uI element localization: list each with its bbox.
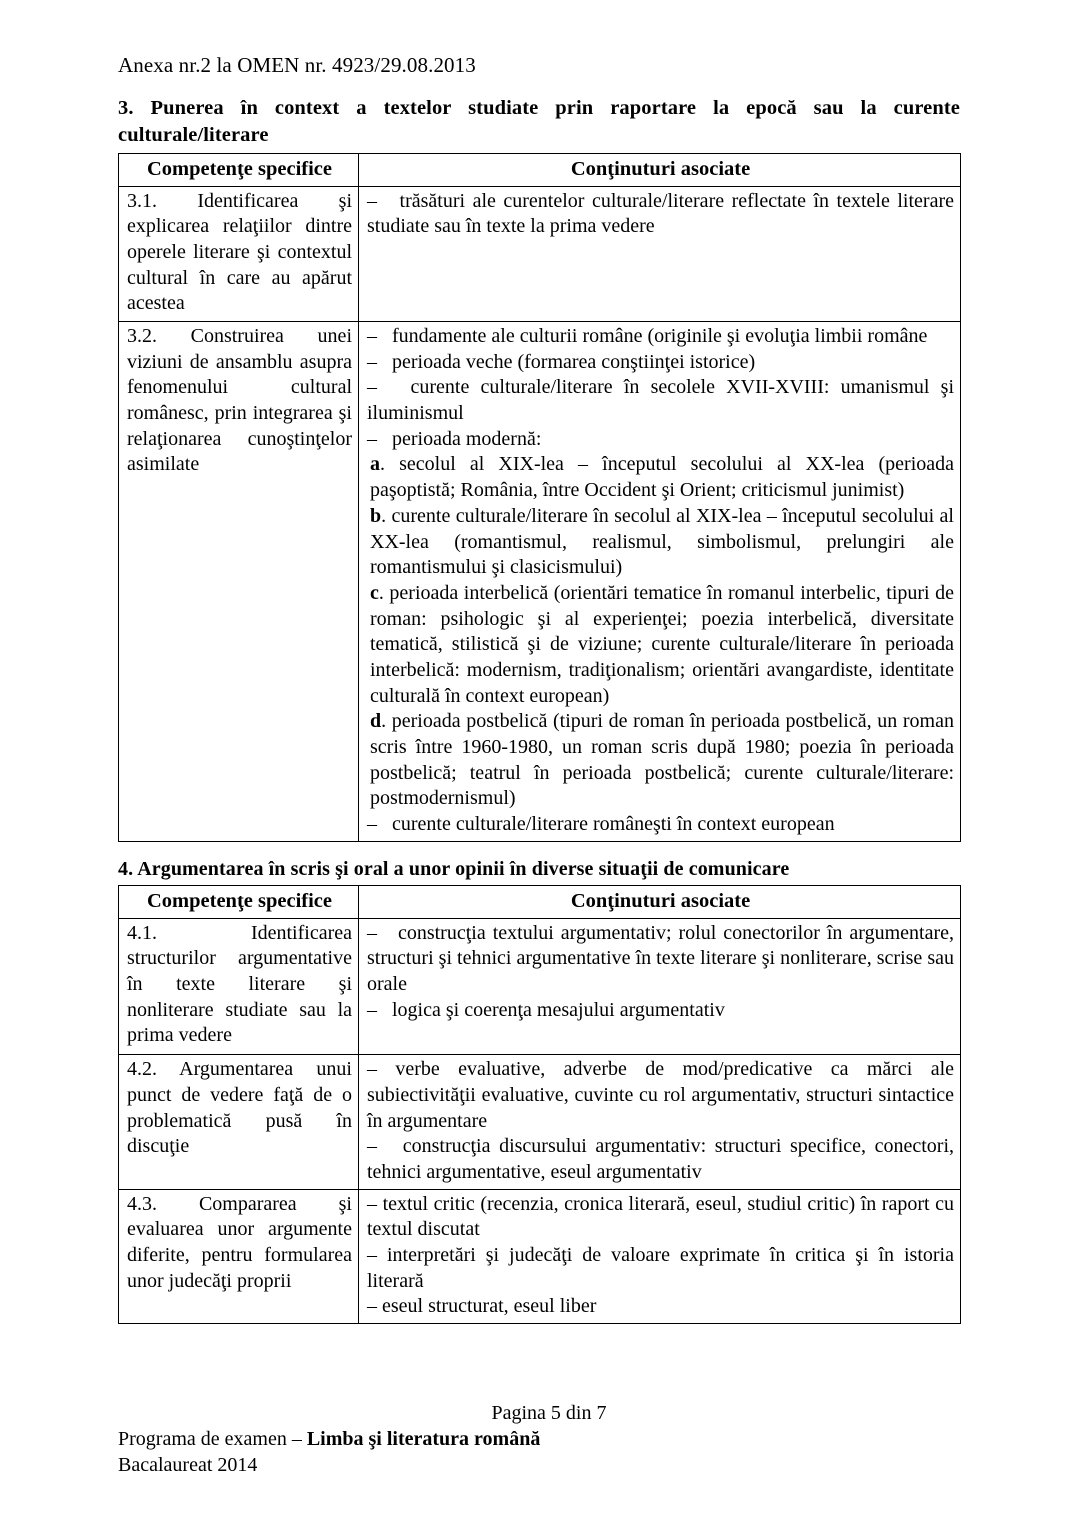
content-item [367, 324, 954, 350]
competence-cell: 3.1. Identificarea şi explicarea relaţiilor dintre operele literare şi contextul cultural în care au apărut acestea [119, 186, 359, 321]
dash-bullet-icon: – [367, 921, 377, 944]
content-item [367, 427, 954, 453]
subitem-text: . secolul al XIX-lea – începutul secolului al XX-lea (perioada paşoptistă; România, între Occident şi Orient; criticismul junimist) [370, 453, 954, 502]
page-footer [118, 1400, 960, 1479]
subitem-marker: a [370, 453, 380, 476]
dash-bullet-icon: – [367, 1058, 377, 1081]
table-row [119, 918, 961, 1055]
content-text: verbe evaluative, adverbe de mod/predicative ca mărci ale subiectivităţii evaluative, cuvinte cu rol argumentativ, structuri sintactice în argumentare [367, 1058, 954, 1132]
subitem-text: . curente culturale/literare în secolul al XIX-lea – începutul secolului al XX-lea (romantismul, realismul, simbolismul, prelungiri ale romantismului şi clasicismului) [370, 504, 954, 579]
dash-bullet-icon: – [367, 350, 377, 373]
dash-bullet-icon: – [367, 189, 377, 212]
column-header-contents: Conţinuturi asociate [359, 154, 961, 186]
table-header-row [119, 886, 961, 918]
section-3-table [118, 153, 961, 841]
content-subitem [367, 452, 954, 503]
content-item [367, 812, 954, 838]
annex-reference: Anexa nr.2 la OMEN nr. 4923/29.08.2013 [118, 53, 476, 77]
content-text: interpretări şi judecăţi de valoare exprimate în critica şi în istoria literară [367, 1244, 954, 1292]
content-subitem [367, 504, 954, 581]
cell-spacer [367, 240, 954, 318]
content-text: construcţia discursului argumentativ: structuri specifice, conectori, tehnici argumentative, eseul argumentativ [367, 1135, 954, 1184]
content-text: perioada modernă: [392, 427, 542, 450]
dash-bullet-icon: – [367, 325, 377, 348]
content-text: trăsături ale curentelor culturale/literare reflectate în textele literare studiate sau în texte la prima vedere [367, 189, 954, 238]
table-row [119, 1055, 961, 1189]
cell-spacer [367, 1023, 954, 1051]
content-text: fundamente ale culturii române (originile şi evoluţia limbii române [392, 325, 928, 348]
dash-bullet-icon: – [367, 1295, 377, 1318]
exam-line: Bacalaureat 2014 [118, 1454, 258, 1477]
content-item [367, 1134, 954, 1185]
table-row [119, 1189, 961, 1323]
column-header-competences: Competenţe specifice [119, 154, 359, 186]
contents-cell [359, 918, 961, 1055]
competence-cell: 4.3. Compararea şi evaluarea unor argumente diferite, pentru formularea unor judecăţi proprii [119, 1189, 359, 1323]
program-line [118, 1426, 960, 1452]
content-subitem [367, 709, 954, 812]
document-page [118, 0, 960, 1527]
dash-bullet-icon: – [367, 1135, 377, 1158]
content-item [367, 921, 954, 998]
table-row [119, 186, 961, 321]
competence-cell: 4.2. Argumentarea unui punct de vedere faţă de o problematică pusă în discuţie [119, 1055, 359, 1189]
dash-bullet-icon: – [367, 813, 377, 836]
content-text: curente culturale/literare în secolele XVII-XVIII: umanismul şi iluminismul [367, 376, 955, 425]
page-number: Pagina 5 din 7 [491, 1402, 607, 1424]
contents-cell [359, 186, 961, 321]
dash-bullet-icon: – [367, 427, 377, 450]
content-item [367, 1192, 954, 1243]
content-item [367, 189, 954, 240]
table-header-row [119, 154, 961, 186]
content-subitem [367, 581, 954, 709]
content-item [367, 1057, 954, 1134]
section-4-heading: 4. Argumentarea în scris şi oral a unor opinii în diverse situaţii de comunicare [118, 857, 790, 880]
dash-bullet-icon: – [367, 998, 377, 1021]
content-item [367, 998, 954, 1024]
competence-cell: 4.1. Identificarea structurilor argumentative în texte literare şi nonliterare studiate sau la prima vedere [119, 918, 359, 1055]
section-3-heading: 3. Punerea în context a textelor studiate prin raportare la epocă sau la curente culturale/literare [118, 97, 960, 147]
contents-cell [359, 322, 961, 842]
content-text: perioada veche (formarea conştiinţei istorice) [392, 350, 756, 373]
section-4-table [118, 885, 961, 1324]
subitem-marker: d [370, 710, 382, 733]
dash-bullet-icon: – [367, 1244, 377, 1267]
content-text: curente culturale/literare româneşti în context european [392, 813, 835, 836]
content-item [367, 1243, 954, 1294]
program-title: Limba şi literatura română [306, 1428, 541, 1450]
subitem-text: . perioada postbelică (tipuri de roman în perioada postbelică, un roman scris între 1960-1980, un roman scris după 1980; poezia în perioada postbelică; teatrul în perioada postbelică; curente culturale/literare: postmodernismul) [370, 710, 954, 810]
content-item [367, 1294, 954, 1320]
competence-cell: 3.2. Construirea unei viziuni de ansamblu asupra fenomenului cultural românesc, prin integrarea şi relaţionarea cunoştinţelor asimilate [119, 322, 359, 842]
content-text: logica şi coerenţa mesajului argumentativ [392, 998, 725, 1021]
column-header-competences: Competenţe specifice [119, 886, 359, 918]
dash-bullet-icon: – [367, 376, 377, 399]
content-text: construcţia textului argumentativ; rolul conectorilor în argumentare, structuri şi tehnici argumentative în texte literare şi nonliterare, scrise sau orale [367, 921, 954, 995]
contents-cell [359, 1189, 961, 1323]
content-text: textul critic (recenzia, cronica literară, eseul, studiul critic) în raport cu textul discutat [367, 1192, 954, 1241]
column-header-contents: Conţinuturi asociate [359, 886, 961, 918]
subitem-marker: b [370, 504, 382, 527]
subitem-text: . perioada interbelică (orientări tematice în romanul interbelic, tipuri de roman: psihologic şi al experienţei; poezia interbelică, diversitate tematică, stilistică şi de viziune; curente culturale/literare în perioada interbelică: modernism, tradiţionalism; orientări avangardiste, identitate culturală în context european) [370, 581, 954, 707]
table-row [119, 322, 961, 842]
program-prefix: Programa de examen – [118, 1428, 307, 1450]
content-text: eseul structurat, eseul liber [382, 1295, 597, 1318]
content-item [367, 375, 954, 426]
contents-cell [359, 1055, 961, 1189]
subitem-marker: c [370, 581, 379, 604]
dash-bullet-icon: – [367, 1192, 377, 1215]
content-item [367, 350, 954, 376]
